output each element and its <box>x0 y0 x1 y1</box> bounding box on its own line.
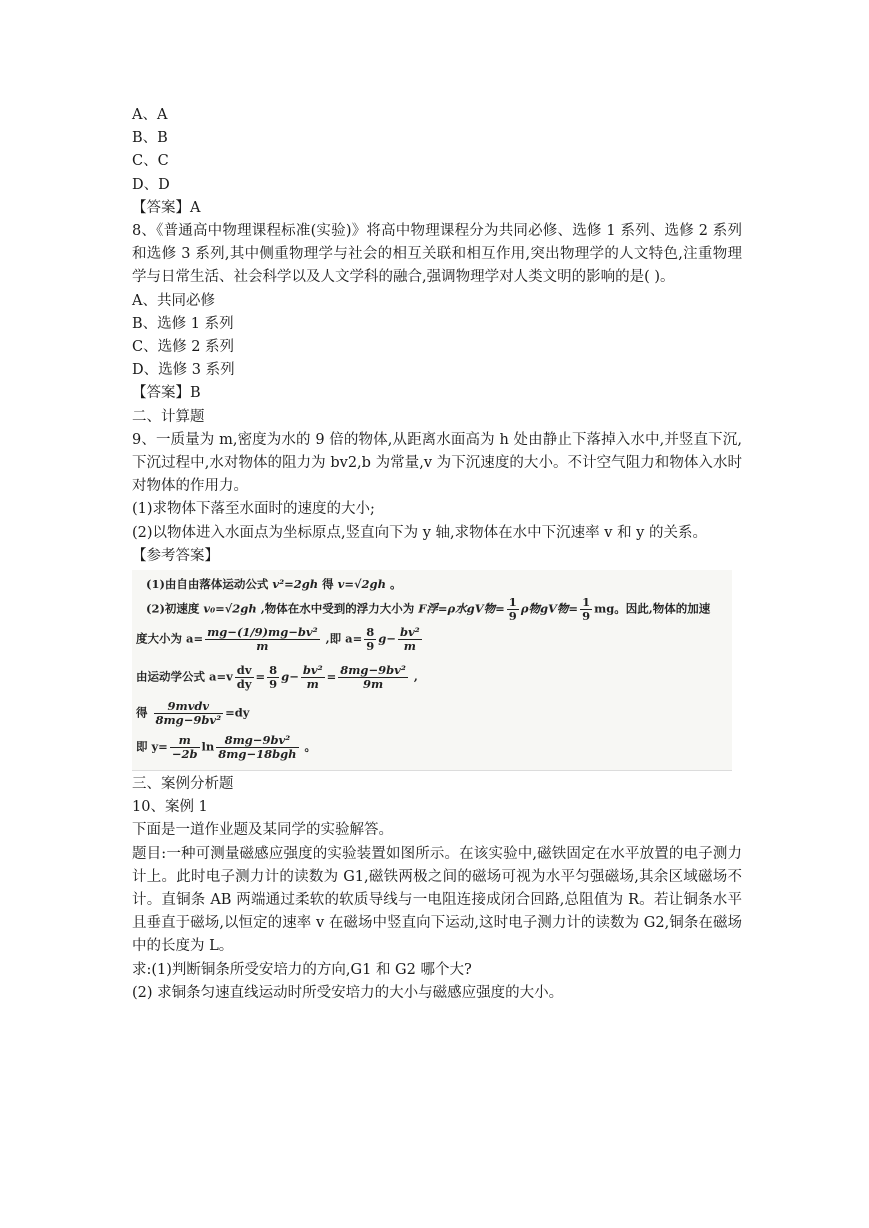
solution-line-5: 得 $\frac{\text{9mvdv}}{\text{8mg−9bv²}}$ =dy <box>136 699 250 728</box>
q7-option-a: A、A <box>132 107 168 123</box>
q10-ask-2: (2) 求铜条匀速直线运动时所受安培力的大小与磁感应强度的大小。 <box>132 984 564 1001</box>
section-3-title: 三、案例分析题 <box>132 776 234 793</box>
section-2-title: 二、计算题 <box>132 408 205 425</box>
solution-line-1: (1)由自由落体运动公式 v²=2gh 得 v=√2gh 。 <box>146 577 402 592</box>
q10-intro: 下面是一道作业题及某同学的实验解答。 <box>132 822 393 839</box>
q7-answer: 【答案】A <box>132 199 201 216</box>
q9-reference-label: 【参考答案】 <box>132 547 219 564</box>
q8-option-c: C、选修 2 系列 <box>132 339 235 356</box>
solution-line-3: 度大小为 a= $\frac{\text{mg−(1/9)mg−bv²}}{m}$ ,即 a= $\frac{8}{9}$ g− $\frac{\text{bv²}}{m}$ <box>136 625 420 654</box>
q10-ask-1: 求:(1)判断铜条所受安培力的方向,G1 和 G2 哪个大? <box>132 961 472 978</box>
q8-option-b: B、选修 1 系列 <box>132 315 234 332</box>
q7-option-d: D、D <box>132 176 170 193</box>
q10-problem: 题目:一种可测量磁感应强度的实验装置如图所示。在该实验中,磁铁固定在水平放置的电子测力计上。此时电子测力计的读数为 G1,磁铁两极之间的磁场可视为水平匀强磁场,其余区域磁场不计。直铜条 AB 两端通过柔软的软质导线与一电阻连接成闭合回路,总阻值为 R。若让铜条水平且垂直于磁场,以恒定的速率 v 在磁场中竖直向下运动,这时电子测力计的读数为 G2,铜条在磁场中的长度为 L。 <box>132 845 742 955</box>
q9-solution-image <box>132 570 732 771</box>
q9-sub-1: (1)求物体下落至水面时的速度的大小; <box>132 501 375 518</box>
q8-stem: 8、《普通高中物理课程标准(实验)》将高中物理课程分为共同必修、选修 1 系列、选修 2 系列和选修 3 系列,其中侧重物理学与社会的相互关联和相互作用,突出物理学的人文特色,注重物理学与日常生活、社会科学以及人文学科的融合,强调物理学对人类文明的影响的是( )。 <box>132 223 742 286</box>
q8-option-a: A、共同必修 <box>132 292 215 309</box>
solution-line-4: 由运动学公式 a=v $\frac{dv}{dy}$ = $\frac{8}{9}$ g− $\frac{\text{bv²}}{m}$ = $\frac{\text{8mg−9bv²}}{9m}$ , <box>136 663 418 692</box>
q7-option-b: B、B <box>132 130 168 147</box>
q9-sub-2: (2)以物体进入水面点为坐标原点,竖直向下为 y 轴,求物体在水中下沉速率 v 和 y 的关系。 <box>132 524 707 541</box>
solution-line-6: 即 y= $\frac{m}{-2b}$ ln $\frac{\text{8mg−9bv²}}{\text{8mg−18bgh}}$ 。 <box>136 733 317 762</box>
solution-line-2: (2)初速度 v₀=√2gh ,物体在水中受到的浮力大小为 F浮=ρ水gV物= $\frac{1}{9}$ ρ物gV物= $\frac{1}{9}$ mg。因此,物体的加速 <box>146 595 711 624</box>
q10-title: 10、案例 1 <box>132 799 208 816</box>
q8-answer: 【答案】B <box>132 385 201 402</box>
q8-option-d: D、选修 3 系列 <box>132 362 235 379</box>
q9-stem: 9、一质量为 m,密度为水的 9 倍的物体,从距离水面高为 h 处由静止下落掉入水中,并竖直下沉,下沉过程中,水对物体的阻力为 bv2,b 为常量,v 为下沉速度的大小。不计空气阻力和物体入水时对物体的作用力。 <box>132 431 742 495</box>
q7-option-c: C、C <box>132 153 169 170</box>
document-page <box>132 104 742 1005</box>
